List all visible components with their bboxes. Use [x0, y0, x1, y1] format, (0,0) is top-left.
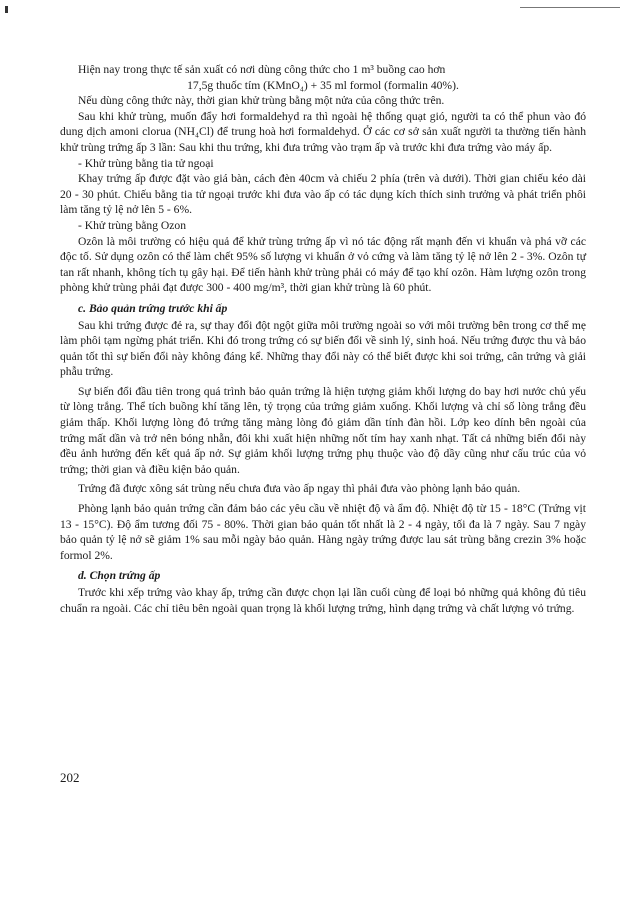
section-heading: d. Chọn trứng ấp: [78, 569, 161, 583]
page-number: 202: [60, 770, 80, 785]
paragraph: Trứng đã được xông sát trùng nếu chưa đưa vào ấp ngay thì phải đưa vào phòng lạnh bảo quản.: [78, 482, 521, 496]
list-item-ozone: - Khử trùng bằng Ozon: [78, 218, 187, 232]
paragraph: Phòng lạnh bảo quản trứng cần đảm bảo các yêu cầu về nhiệt độ và ẩm độ. Nhiệt độ từ 15 - 18°C (Trứng vịt 13 - 15°C). Độ ẩm tương đối 75 - 80%. Thời gian bảo quản tốt nhất là 2 - 4 ngày, tối đa là 7 ngày. Sau 7 ngày bảo quản tỷ lệ nở sẽ giảm 1% sau mỗi ngày bảo quản. Hàng ngày trứng được lau sát trùng bằng crezin 3% hoặc formol 2%.: [60, 502, 586, 562]
header-rule: [520, 7, 620, 8]
paragraph: Trước khi xếp trứng vào khay ấp, trứng cần được chọn lại lần cuối cùng để loại bỏ những quả không đủ tiêu chuẩn ra ngoài. Các chỉ tiêu bên ngoài quan trọng là khối lượng trứng, hình dạng trứng và chất lượng vỏ trứng.: [60, 586, 586, 615]
section-heading: c. Bảo quản trứng trước khi ấp: [78, 301, 228, 315]
text-line-formula-intro: Hiện nay trong thực tế sản xuất có nơi dùng công thức cho 1 m³ buồng cao hơn: [78, 63, 446, 76]
scan-mark: [5, 6, 8, 13]
list-item-uv: - Khử trùng bằng tia tử ngoại: [78, 156, 214, 170]
formula-line: 17,5g thuốc tím (KMnO₄) + 35 ml formol (formalin 40%).: [187, 78, 459, 92]
page-body: [60, 62, 586, 616]
paragraph: Sau khi trứng được đẻ ra, sự thay đổi đột ngột giữa môi trường ngoài so với môi trường bên trong cơ thể mẹ làm phôi tạm ngừng phát triển. Khi đó trong trứng có sự biến đổi về sinh lý, sinh hoá. Nếu trứng được thu và bảo quản tốt thì sự biến đổi này không đáng kể. Những thay đổi này có thể biết được khi soi trứng, cân trứng và giải phẫu trứng.: [60, 318, 586, 379]
paragraph: Khay trứng ấp được đặt vào giá bàn, cách đèn 40cm và chiếu 2 phía (trên và dưới). Thời gian chiếu kéo dài 20 - 30 phút. Chiếu bằng tia tử ngoại trước khi đưa vào ấp có tác dụng kích thích sinh trưởng và phát triển phôi làm tăng tỷ lệ nở lên 5 - 6%.: [60, 172, 586, 217]
paragraph: Ozôn là môi trường có hiệu quả để khử trùng trứng ấp vì nó tác động rất mạnh đến vi khuẩn và phá vỡ các độc tố. Sử dụng ozôn có thể làm chết 95% số lượng vi khuẩn ở vỏ cứng và làm tăng tỷ lệ nở lên 2 - 3%. Ozôn tự tan rất nhanh, không tích tụ gây hại. Để tiến hành khử trùng phải có máy để tạo khí ozôn. Hàm lượng ozôn trong phòng khử trùng phải đạt được 300 - 400 mg/m³, thời gian khử trùng là 60 phút.: [60, 234, 586, 295]
paragraph: Sau khi khử trùng, muốn đẩy hơi formaldehyd ra thì ngoài hệ thống quạt gió, người ta có thể phun vào đó dung dịch amoni clorua (NH₄Cl) để trung hoà hơi formaldehyd. Ở các cơ sở sản xuất người ta thường tiến hành khử trùng trứng ấp 3 lần: Sau khi thu trứng, khi đưa trứng vào trạm ấp và trước khi đưa trứng vào máy ấp.: [60, 109, 586, 154]
paragraph: Nếu dùng công thức này, thời gian khử trùng bằng một nửa của công thức trên.: [78, 94, 445, 108]
paragraph: Sự biến đổi đầu tiên trong quá trình bảo quản trứng là hiện tượng giảm khối lượng do bay hơi nước chủ yếu từ lòng trắng. Thể tích buồng khí tăng lên, tỷ trọng của trứng giảm xuống. Khối lượng và chỉ số lòng trắng đều giảm thấp. Khối lượng lòng đỏ trứng tăng màng lòng đỏ giảm dần tính đàn hồi. Lớp keo dính bên ngoài của trứng mất dần và trở nên bóng nhẵn, đôi khi xuất hiện những nốt tím hay xanh nhạt. Tất cả những biến đổi này đều ảnh hưởng đến kết quả ấp nở. Sự giảm khối lượng trứng phụ thuộc vào độ dầy cũng như cấu trúc của vỏ trứng; thời gian và điều kiện bảo quản.: [60, 384, 586, 476]
